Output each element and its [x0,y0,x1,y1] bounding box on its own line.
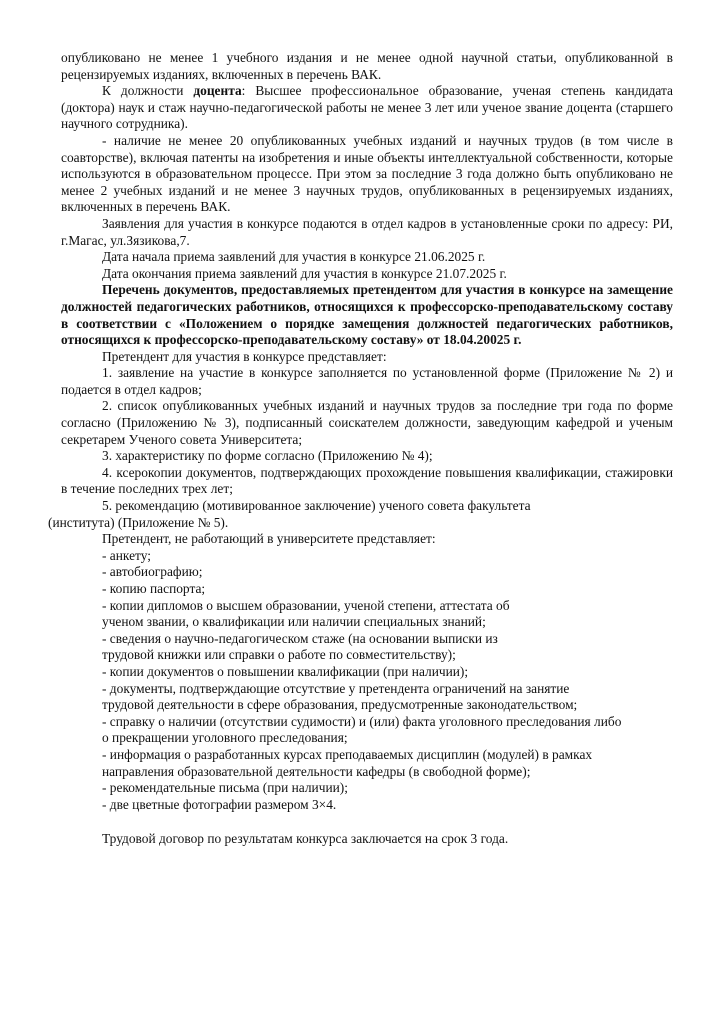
list-item: трудовой деятельности в сфере образования, предусмотренные законодательством; [102,697,578,713]
list-item: - копии дипломов о высшем образовании, ученой степени, аттестата об [102,597,510,613]
list-item: - копию паспорта; [102,581,206,596]
list-item: ученом звании, о квалификации или наличии специальных знаний; [102,614,486,630]
list-item-publications-list: 2. список опубликованных учебных изданий и научных трудов за последние три года по форме согласно (Приложению № 3), подписанный соискателем должности, заведующим кафедрой и ученым секретарем Ученого совета Университета; [61,398,673,447]
paragraph-docent-requirements [61,83,673,133]
document-page [48,50,673,848]
paragraph-application-address: Заявления для участия в конкурсе подаются в отдел кадров в установленные сроки по адресу: РИ, г.Магас, ул.Зязикова,7. [61,215,673,248]
list-item-application: 1. заявление на участие в конкурсе заполняется по установленной форме (Приложение № 2) и подается в отдел кадров; [61,365,673,397]
list-item-characteristics: 3. характеристику по форме согласно (Приложению № 4); [102,448,433,464]
list-item: - анкету; [102,547,151,563]
paragraph-documents-heading: Перечень документов, предоставляемых претендентом для участия в конкурсе на замещение должностей педагогических работников, относящихся к профессорско-преподавательскому составу в соответствии с «Положением о порядке замещения должностей педагогических работников, относящихся к профессорско-преподавательскому составу» от 18.04.20025 г. [61,282,673,348]
paragraph-applicant-presents: Претендент для участия в конкурсе представляет: [102,348,387,364]
spacer [61,813,673,831]
list-item: - рекомендательные письма (при наличии); [102,780,348,796]
paragraph-publication-req: опубликовано не менее 1 учебного издания и не менее одной научной статьи, опубликованной в рецензируемых изданиях, включенных в перечень ВАК. [61,50,673,82]
paragraph-external-applicant: Претендент, не работающий в университете представляет: [102,531,436,547]
list-item: - документы, подтверждающие отсутствие у претендента ограничений на занятие [102,680,570,696]
list-item: - две цветные фотографии размером 3×4. [102,796,337,812]
paragraph-docent-publications: - наличие не менее 20 опубликованных учебных изданий и научных трудов (в том числе в соавторстве), включая патенты на изобретения и иные объекты интеллектуальной собственности, которые используются в образовательном процессе. При этом за последние 3 года должно быть опубликовано не менее 2 учебных изданий и не менее 3 научных трудов, опубликованных в рецензируемых изданиях, включенных в перечень ВАК. [61,132,673,215]
list-item: - копии документов о повышении квалификации (при наличии); [102,663,469,679]
list-item: - справку о наличии (отсутствии судимости) и (или) факта уголовного преследования либо [102,713,622,729]
list-item: - информация о разработанных курсах преподаваемых дисциплин (модулей) в рамках [102,746,593,762]
paragraph-start-date: Дата начала приема заявлений для участия в конкурсе 21.06.2025 г. [102,249,486,265]
docent-prefix: К должности [102,83,194,99]
list-item: - автобиографию; [102,564,203,580]
list-item: о прекращении уголовного преследования; [102,730,348,746]
docent-title: доцента [193,83,242,99]
external-documents-list [61,548,673,814]
list-item: направления образовательной деятельности кафедры (в свободной форме); [102,763,531,779]
paragraph-end-date: Дата окончания приема заявлений для участия в конкурсе 21.07.2025 г. [102,265,507,281]
list-item-recommendation: 5. рекомендацию (мотивированное заключение) ученого совета факультета [102,498,531,514]
docent-rest: : Высшее профессиональное образование, ученая степень кандидата (доктора) наук и стаж научно-педагогической работы не менее 3 лет или ученое звание доцента (старшего научного сотрудника). [61,83,673,132]
list-item: трудовой книжки или справки о работе по совместительству); [102,647,456,663]
list-item: - сведения о научно-педагогическом стаже (на основании выписки из [102,630,498,646]
list-item-recommendation-cont: (института) (Приложение № 5). [48,514,229,530]
paragraph-contract-term: Трудовой договор по результатам конкурса заключается на срок 3 года. [102,831,509,847]
list-item-qualification-copies: 4. ксерокопии документов, подтверждающих прохождение повышения квалификации, стажировки в течение последних трех лет; [61,464,673,497]
